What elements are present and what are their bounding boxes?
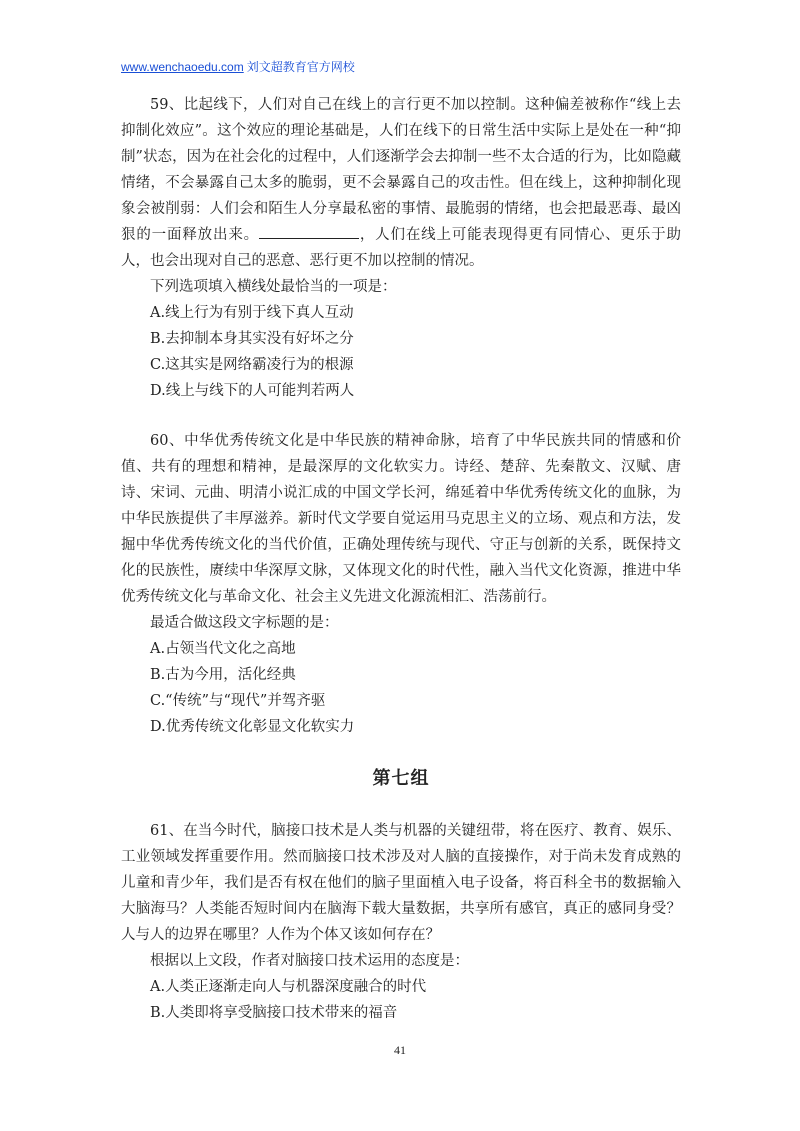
question-60: [121, 428, 681, 740]
question-59-text: [121, 92, 681, 274]
group-title: 第七组: [372, 768, 430, 789]
question-59-text-part-a: 59、比起线下，人们对自己在线上的言行更不加以控制。这种偏差被称作“线上去抑制化效应”。这个效应的理论基础是，人们在线下的日常生活中实际上是处在一种“抑制”状态，因为在社会化的过程中，人们逐渐学会去抑制一些不太合适的行为，比如隐藏情绪，不会暴露自己太多的脆弱，更不会暴露自己的攻击性。但在线上，这种抑制化现象会被削弱：人们会和陌生人分享最私密的事情、最脆弱的情绪，也会把最恶毒、最凶狠的一面释放出来。: [121, 97, 681, 243]
question-61-prompt: 根据以上文段，作者对脑接口技术运用的态度是：: [150, 953, 469, 969]
page-header: [121, 58, 355, 75]
option-c: C.这其实是网络霸凌行为的根源: [150, 357, 354, 373]
page-content: [121, 92, 681, 1050]
option-b: B.古为今用，活化经典: [150, 667, 296, 683]
option-a: A.人类正逐渐走向人与机器深度融合的时代: [150, 979, 427, 995]
question-61-text: 61、在当今时代，脑接口技术是人类与机器的关键纽带，将在医疗、教育、娱乐、工业领域发挥重要作用。然而脑接口技术涉及对人脑的直接操作，对于尚未发育成熟的儿童和青少年，我们是否有权在他们的脑子里面植入电子设备，将百科全书的数据输入大脑海马？人类能否短时间内在脑海下载大量数据，共享所有感官，真正的感同身受？人与人的边界在哪里？人作为个体又该如何存在？: [121, 823, 681, 943]
option-d: D.优秀传统文化彰显文化软实力: [150, 719, 355, 735]
option-d: D.线上与线下的人可能判若两人: [150, 383, 355, 399]
page-number: 41: [394, 1043, 406, 1057]
question-59: [121, 92, 681, 404]
option-b: B.人类即将享受脑接口技术带来的福音: [150, 1005, 398, 1021]
school-name: 刘文超教育官方网校: [246, 60, 355, 74]
question-60-text: 60、中华优秀传统文化是中华民族的精神命脉，培育了中华民族共同的情感和价值、共有的理想和精神，是最深厚的文化软实力。诗经、楚辞、先秦散文、汉赋、唐诗、宋词、元曲、明清小说汇成的中国文学长河，绵延着中华优秀传统文化的血脉，为中华民族提供了丰厚滋养。新时代文学要自觉运用马克思主义的立场、观点和方法，发掘中华优秀传统文化的当代价值，正确处理传统与现代、守正与创新的关系，既保持文化的民族性，赓续中华深厚文脉，又体现文化的时代性，融入当代文化资源，推进中华优秀传统文化与革命文化、社会主义先进文化源流相汇、浩荡前行。: [121, 433, 681, 605]
option-b: B.去抑制本身其实没有好坏之分: [150, 331, 354, 347]
question-59-text-part-b: ，人们在线上可能表现得更有同情心、更乐于助人，也会出现对自己的恶意、恶行更不加以控制的情况。: [121, 227, 681, 269]
option-a: A.线上行为有别于线下真人互动: [150, 305, 354, 321]
option-a: A.占领当代文化之高地: [150, 641, 296, 657]
fill-in-blank: [259, 224, 359, 239]
question-61: [121, 818, 681, 1026]
question-60-prompt: 最适合做这段文字标题的是：: [150, 615, 339, 631]
website-link[interactable]: www.wenchaoedu.com: [121, 60, 244, 74]
option-c: C.“传统”与“现代”并驾齐驱: [150, 693, 326, 709]
question-59-prompt: 下列选项填入横线处最恰当的一项是：: [150, 279, 397, 295]
